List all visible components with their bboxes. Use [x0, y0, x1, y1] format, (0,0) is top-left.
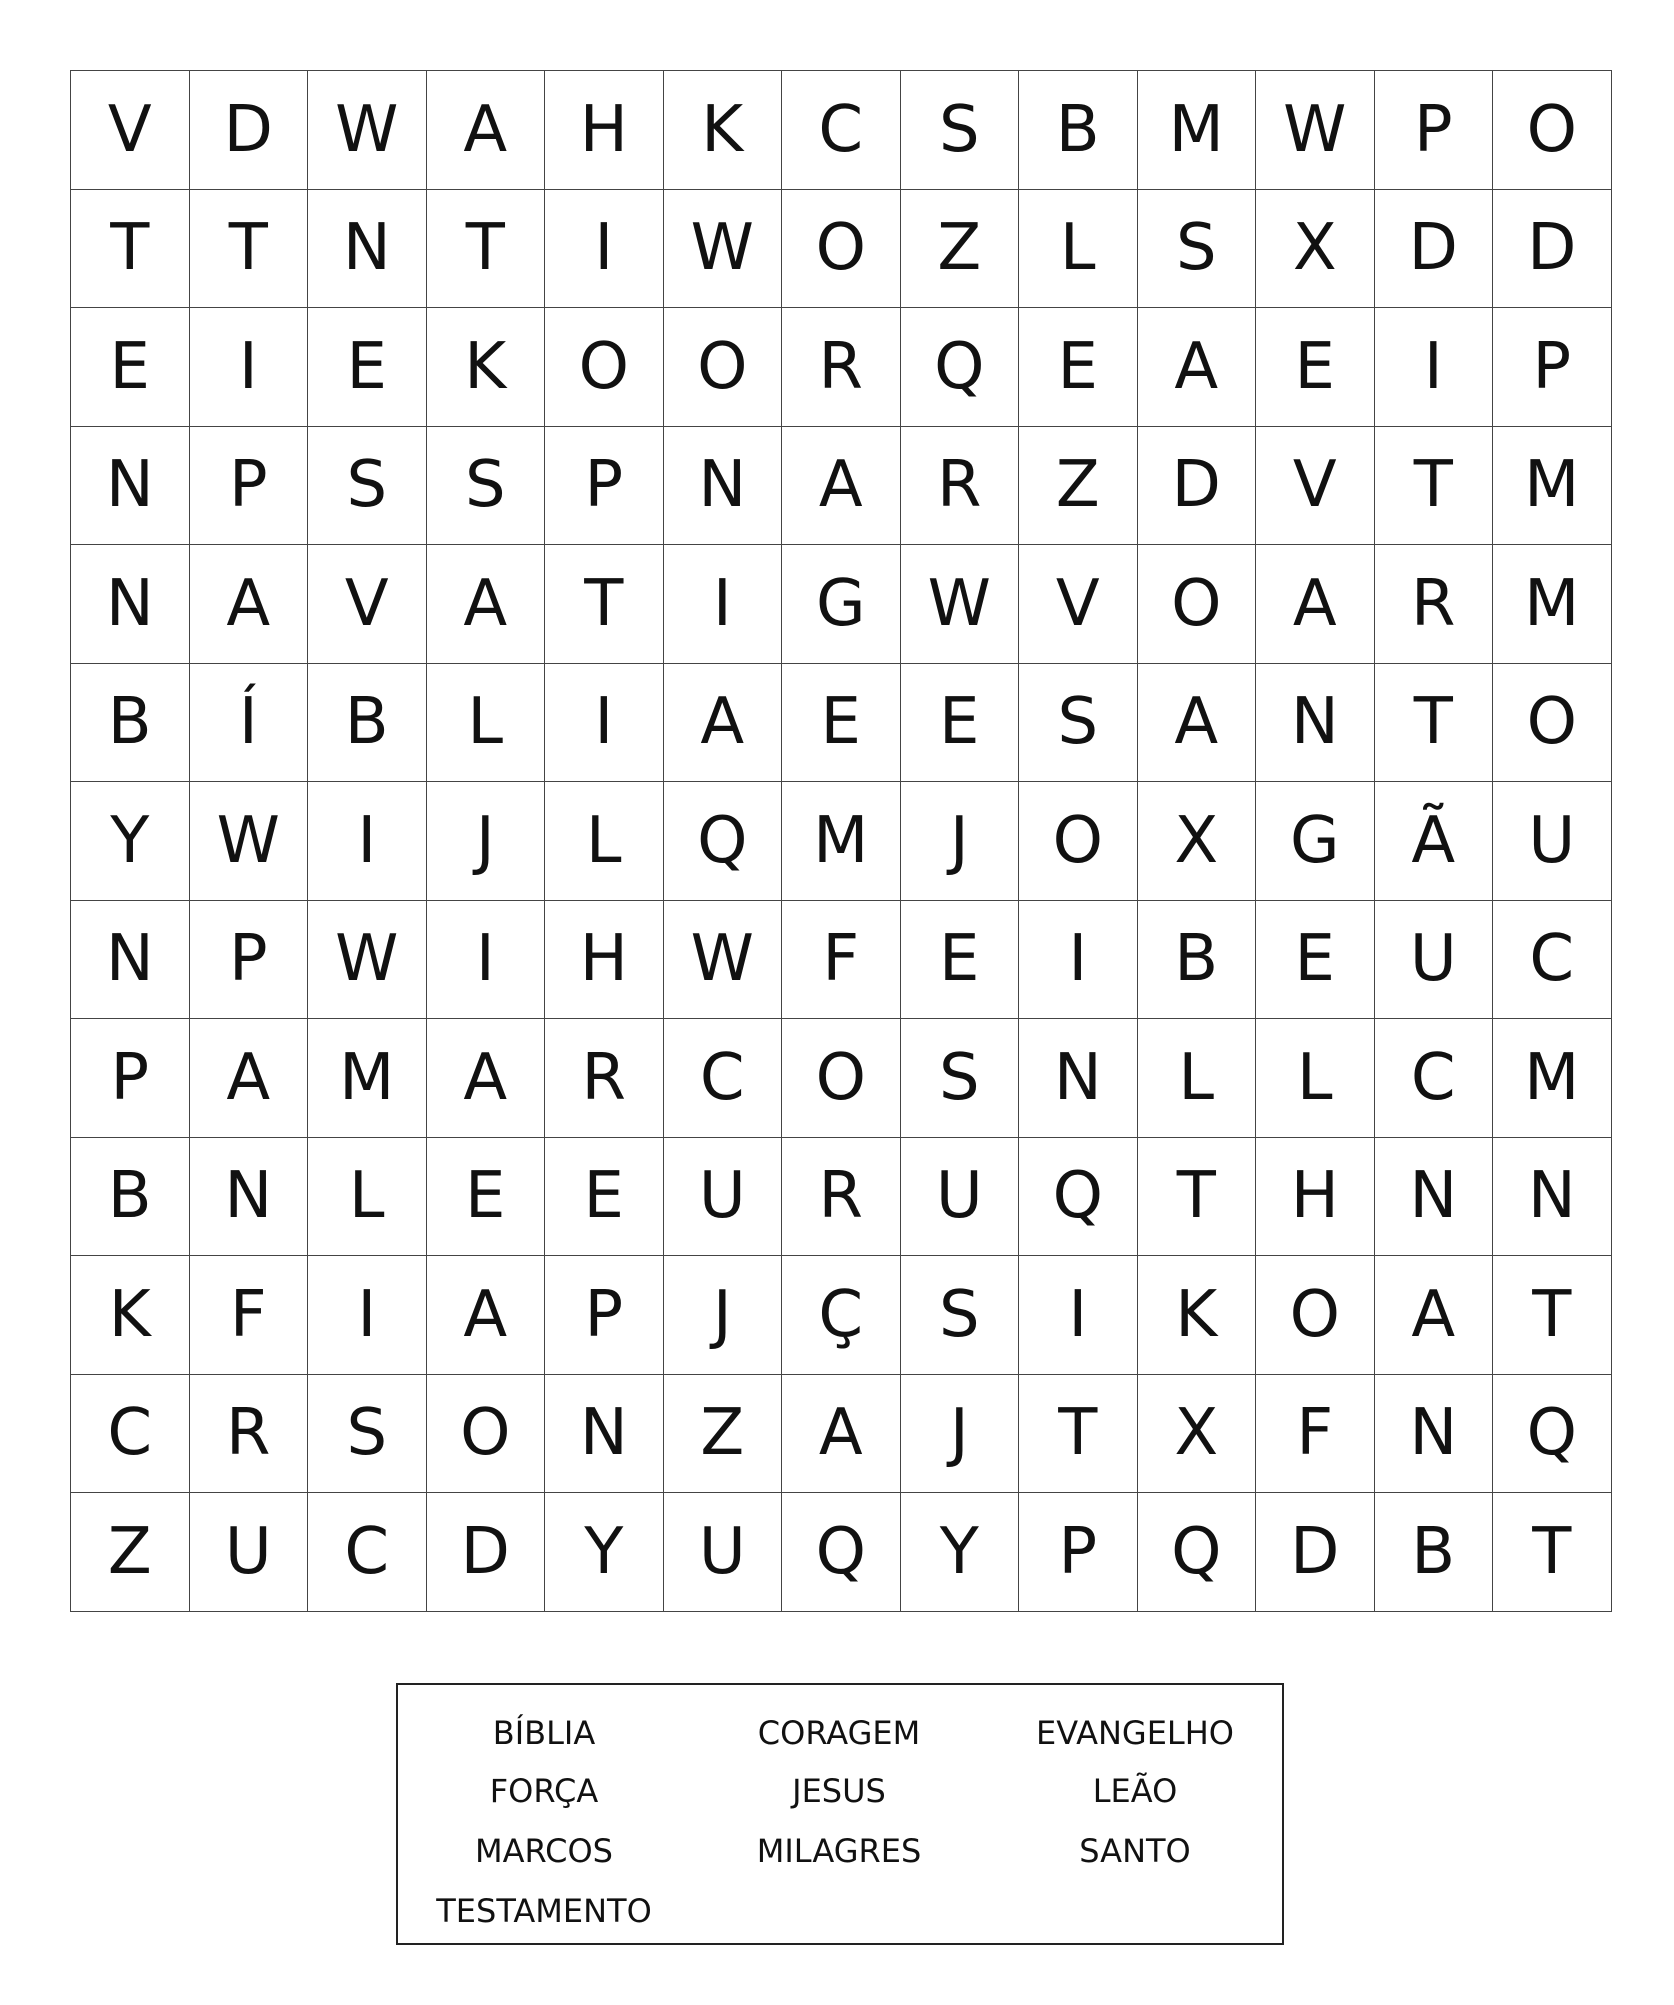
- grid-cell[interactable]: N: [664, 427, 783, 546]
- grid-cell[interactable]: I: [664, 545, 783, 664]
- grid-cell[interactable]: N: [1256, 664, 1375, 783]
- grid-cell[interactable]: S: [308, 1375, 427, 1494]
- grid-cell[interactable]: T: [1493, 1493, 1612, 1612]
- grid-cell[interactable]: L: [308, 1138, 427, 1257]
- grid-cell[interactable]: S: [427, 427, 546, 546]
- grid-cell[interactable]: K: [427, 308, 546, 427]
- grid-cell[interactable]: P: [545, 427, 664, 546]
- grid-cell[interactable]: R: [190, 1375, 309, 1494]
- word-list-item: FORÇA: [489, 1772, 599, 1810]
- grid-cell[interactable]: B: [71, 664, 190, 783]
- grid-cell[interactable]: D: [1138, 427, 1257, 546]
- grid-cell[interactable]: U: [1493, 782, 1612, 901]
- grid-cell[interactable]: K: [664, 71, 783, 190]
- grid-cell[interactable]: P: [190, 901, 309, 1020]
- grid-cell[interactable]: M: [1138, 71, 1257, 190]
- grid-cell[interactable]: N: [308, 190, 427, 309]
- grid-cell[interactable]: O: [1256, 1256, 1375, 1375]
- grid-cell[interactable]: E: [545, 1138, 664, 1257]
- word-list-item: SANTO: [1079, 1832, 1191, 1870]
- grid-cell[interactable]: N: [71, 545, 190, 664]
- grid-cell[interactable]: J: [427, 782, 546, 901]
- grid-cell[interactable]: R: [1375, 545, 1494, 664]
- grid-cell[interactable]: U: [901, 1138, 1020, 1257]
- grid-cell[interactable]: I: [308, 782, 427, 901]
- grid-cell[interactable]: S: [901, 71, 1020, 190]
- grid-cell[interactable]: N: [1019, 1019, 1138, 1138]
- grid-cell[interactable]: R: [782, 308, 901, 427]
- grid-cell[interactable]: I: [1375, 308, 1494, 427]
- letter-grid: [70, 70, 1612, 1612]
- grid-cell[interactable]: E: [782, 664, 901, 783]
- grid-cell[interactable]: P: [71, 1019, 190, 1138]
- grid-cell[interactable]: D: [1493, 190, 1612, 309]
- grid-cell[interactable]: H: [545, 901, 664, 1020]
- grid-cell[interactable]: S: [901, 1019, 1020, 1138]
- grid-cell[interactable]: C: [1375, 1019, 1494, 1138]
- grid-cell[interactable]: S: [1138, 190, 1257, 309]
- grid-cell[interactable]: E: [1256, 901, 1375, 1020]
- grid-cell[interactable]: K: [1138, 1256, 1257, 1375]
- grid-cell[interactable]: O: [427, 1375, 546, 1494]
- grid-cell[interactable]: E: [901, 901, 1020, 1020]
- word-list-item: MARCOS: [475, 1832, 613, 1870]
- grid-cell[interactable]: N: [1375, 1138, 1494, 1257]
- grid-cell[interactable]: O: [1493, 71, 1612, 190]
- grid-cell[interactable]: N: [1493, 1138, 1612, 1257]
- grid-cell[interactable]: Z: [901, 190, 1020, 309]
- grid-cell[interactable]: I: [427, 901, 546, 1020]
- grid-cell[interactable]: A: [782, 1375, 901, 1494]
- grid-cell[interactable]: G: [1256, 782, 1375, 901]
- grid-cell[interactable]: N: [545, 1375, 664, 1494]
- grid-cell[interactable]: A: [664, 664, 783, 783]
- grid-cell[interactable]: N: [190, 1138, 309, 1257]
- grid-cell[interactable]: V: [308, 545, 427, 664]
- grid-cell[interactable]: J: [901, 782, 1020, 901]
- grid-cell[interactable]: N: [1375, 1375, 1494, 1494]
- grid-cell[interactable]: E: [901, 664, 1020, 783]
- grid-cell[interactable]: A: [190, 1019, 309, 1138]
- grid-cell[interactable]: A: [782, 427, 901, 546]
- grid-cell[interactable]: O: [545, 308, 664, 427]
- grid-cell[interactable]: T: [1375, 427, 1494, 546]
- grid-cell[interactable]: R: [901, 427, 1020, 546]
- grid-cell[interactable]: A: [1138, 308, 1257, 427]
- grid-cell[interactable]: I: [545, 190, 664, 309]
- grid-cell[interactable]: H: [545, 71, 664, 190]
- grid-cell[interactable]: S: [308, 427, 427, 546]
- grid-cell[interactable]: L: [427, 664, 546, 783]
- word-list-item: BÍBLIA: [492, 1714, 596, 1752]
- grid-cell[interactable]: Y: [901, 1493, 1020, 1612]
- grid-cell[interactable]: T: [1493, 1256, 1612, 1375]
- grid-cell[interactable]: A: [1256, 545, 1375, 664]
- word-list-item: TESTAMENTO: [436, 1892, 652, 1930]
- grid-cell[interactable]: Q: [1019, 1138, 1138, 1257]
- grid-cell[interactable]: F: [190, 1256, 309, 1375]
- grid-cell[interactable]: A: [427, 1019, 546, 1138]
- grid-cell[interactable]: Q: [782, 1493, 901, 1612]
- grid-cell[interactable]: U: [190, 1493, 309, 1612]
- grid-cell[interactable]: W: [308, 901, 427, 1020]
- grid-cell[interactable]: F: [1256, 1375, 1375, 1494]
- grid-cell[interactable]: B: [1375, 1493, 1494, 1612]
- grid-cell[interactable]: H: [1256, 1138, 1375, 1257]
- grid-cell[interactable]: M: [1493, 427, 1612, 546]
- grid-cell[interactable]: X: [1138, 782, 1257, 901]
- grid-cell[interactable]: W: [190, 782, 309, 901]
- grid-cell[interactable]: O: [1138, 545, 1257, 664]
- grid-cell[interactable]: X: [1256, 190, 1375, 309]
- grid-cell[interactable]: E: [308, 308, 427, 427]
- grid-cell[interactable]: J: [901, 1375, 1020, 1494]
- grid-cell[interactable]: D: [190, 71, 309, 190]
- grid-cell[interactable]: M: [1493, 1019, 1612, 1138]
- grid-cell[interactable]: B: [1138, 901, 1257, 1020]
- grid-cell[interactable]: B: [1019, 71, 1138, 190]
- grid-cell[interactable]: A: [190, 545, 309, 664]
- grid-cell[interactable]: U: [664, 1493, 783, 1612]
- grid-cell[interactable]: P: [1019, 1493, 1138, 1612]
- grid-cell[interactable]: X: [1138, 1375, 1257, 1494]
- grid-cell[interactable]: T: [190, 190, 309, 309]
- grid-cell[interactable]: P: [1493, 308, 1612, 427]
- grid-cell[interactable]: P: [190, 427, 309, 546]
- grid-cell[interactable]: Í: [190, 664, 309, 783]
- grid-cell[interactable]: P: [1375, 71, 1494, 190]
- grid-cell[interactable]: E: [427, 1138, 546, 1257]
- grid-cell[interactable]: O: [1019, 782, 1138, 901]
- grid-cell[interactable]: C: [71, 1375, 190, 1494]
- grid-cell[interactable]: M: [1493, 545, 1612, 664]
- grid-cell[interactable]: N: [71, 427, 190, 546]
- grid-cell[interactable]: T: [1019, 1375, 1138, 1494]
- grid-cell[interactable]: T: [1375, 664, 1494, 783]
- grid-cell[interactable]: W: [308, 71, 427, 190]
- grid-cell[interactable]: V: [1019, 545, 1138, 664]
- word-list-item: JESUS: [792, 1772, 886, 1810]
- grid-cell[interactable]: W: [664, 190, 783, 309]
- grid-cell[interactable]: Q: [1493, 1375, 1612, 1494]
- grid-cell[interactable]: N: [71, 901, 190, 1020]
- grid-cell[interactable]: F: [782, 901, 901, 1020]
- grid-cell[interactable]: B: [308, 664, 427, 783]
- grid-cell[interactable]: R: [782, 1138, 901, 1257]
- grid-cell[interactable]: Q: [1138, 1493, 1257, 1612]
- grid-cell[interactable]: Z: [664, 1375, 783, 1494]
- grid-cell[interactable]: U: [664, 1138, 783, 1257]
- grid-cell[interactable]: A: [427, 71, 546, 190]
- grid-cell[interactable]: Ç: [782, 1256, 901, 1375]
- grid-cell[interactable]: E: [1019, 308, 1138, 427]
- grid-cell[interactable]: I: [308, 1256, 427, 1375]
- grid-cell[interactable]: G: [782, 545, 901, 664]
- grid-cell[interactable]: I: [1019, 901, 1138, 1020]
- grid-cell[interactable]: L: [1019, 190, 1138, 309]
- grid-cell[interactable]: C: [1493, 901, 1612, 1020]
- grid-cell[interactable]: W: [901, 545, 1020, 664]
- grid-cell[interactable]: T: [1138, 1138, 1257, 1257]
- grid-cell[interactable]: C: [308, 1493, 427, 1612]
- grid-cell[interactable]: I: [1019, 1256, 1138, 1375]
- grid-cell[interactable]: O: [664, 308, 783, 427]
- grid-cell[interactable]: M: [782, 782, 901, 901]
- grid-cell[interactable]: V: [1256, 427, 1375, 546]
- grid-cell[interactable]: L: [1256, 1019, 1375, 1138]
- grid-cell[interactable]: K: [71, 1256, 190, 1375]
- grid-cell[interactable]: Ã: [1375, 782, 1494, 901]
- grid-cell[interactable]: Q: [901, 308, 1020, 427]
- grid-cell[interactable]: A: [427, 545, 546, 664]
- grid-cell[interactable]: A: [1375, 1256, 1494, 1375]
- grid-cell[interactable]: R: [545, 1019, 664, 1138]
- grid-cell[interactable]: E: [1256, 308, 1375, 427]
- grid-cell[interactable]: Q: [664, 782, 783, 901]
- word-list-item: EVANGELHO: [1036, 1714, 1234, 1752]
- grid-cell[interactable]: S: [1019, 664, 1138, 783]
- grid-cell[interactable]: P: [545, 1256, 664, 1375]
- grid-cell[interactable]: C: [782, 71, 901, 190]
- grid-cell[interactable]: T: [71, 190, 190, 309]
- word-list-item: CORAGEM: [757, 1714, 921, 1752]
- grid-cell[interactable]: Y: [545, 1493, 664, 1612]
- grid-cell[interactable]: L: [1138, 1019, 1257, 1138]
- grid-cell[interactable]: T: [545, 545, 664, 664]
- grid-cell[interactable]: D: [1375, 190, 1494, 309]
- grid-cell[interactable]: I: [545, 664, 664, 783]
- word-list-item: LEÃO: [1092, 1772, 1178, 1810]
- grid-cell[interactable]: T: [427, 190, 546, 309]
- grid-cell[interactable]: L: [545, 782, 664, 901]
- grid-cell[interactable]: C: [664, 1019, 783, 1138]
- grid-cell[interactable]: Z: [71, 1493, 190, 1612]
- grid-cell[interactable]: A: [427, 1256, 546, 1375]
- grid-cell[interactable]: O: [1493, 664, 1612, 783]
- grid-cell[interactable]: D: [1256, 1493, 1375, 1612]
- grid-cell[interactable]: I: [190, 308, 309, 427]
- grid-cell[interactable]: A: [1138, 664, 1257, 783]
- grid-cell[interactable]: B: [71, 1138, 190, 1257]
- grid-cell[interactable]: O: [782, 190, 901, 309]
- grid-cell[interactable]: O: [782, 1019, 901, 1138]
- grid-cell[interactable]: Z: [1019, 427, 1138, 546]
- grid-cell[interactable]: U: [1375, 901, 1494, 1020]
- word-list: [396, 1683, 1284, 1945]
- grid-cell[interactable]: D: [427, 1493, 546, 1612]
- grid-cell[interactable]: S: [901, 1256, 1020, 1375]
- grid-cell[interactable]: M: [308, 1019, 427, 1138]
- word-list-item: MILAGRES: [756, 1832, 922, 1870]
- grid-cell[interactable]: J: [664, 1256, 783, 1375]
- grid-cell[interactable]: W: [664, 901, 783, 1020]
- grid-cell[interactable]: V: [71, 71, 190, 190]
- grid-cell[interactable]: W: [1256, 71, 1375, 190]
- grid-cell[interactable]: Y: [71, 782, 190, 901]
- grid-cell[interactable]: E: [71, 308, 190, 427]
